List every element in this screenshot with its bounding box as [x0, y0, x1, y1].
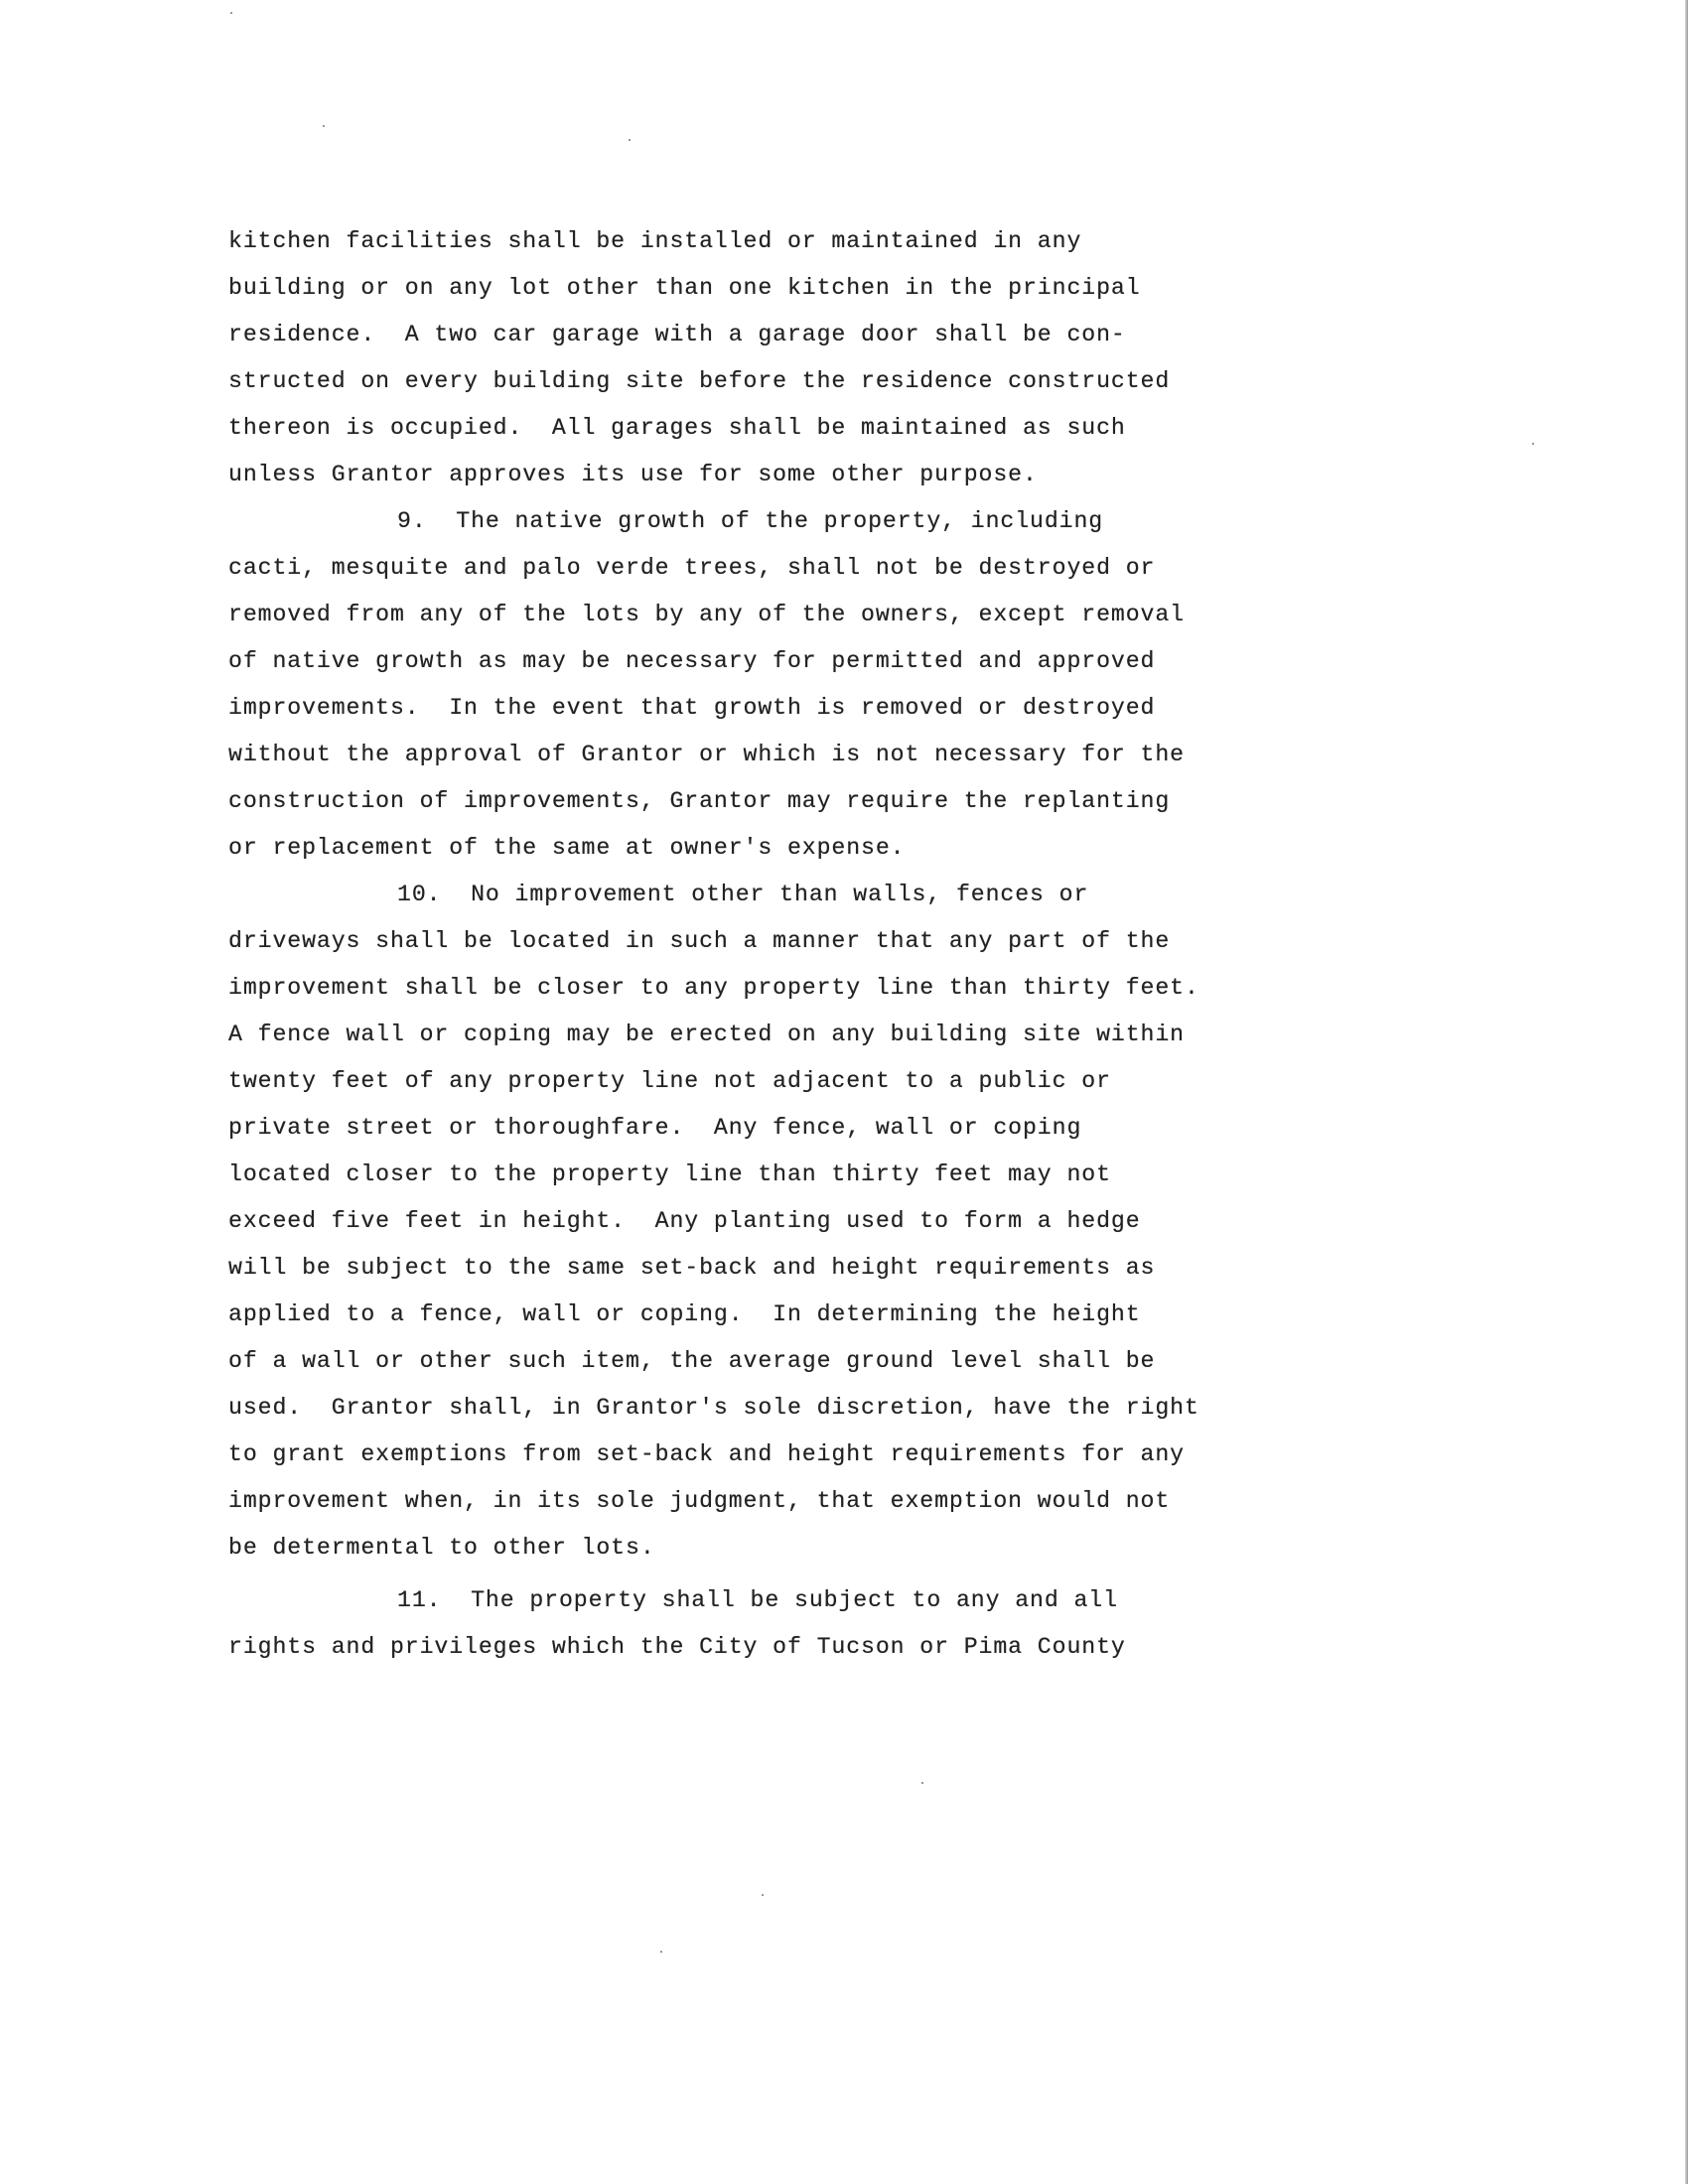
scan-speck [921, 1782, 923, 1784]
text-line: kitchen facilities shall be installed or maintained in any [228, 228, 1082, 254]
text-line: used. Grantor shall, in Grantor's sole discretion, have the right [228, 1395, 1199, 1421]
text-line: to grant exemptions from set-back and height requirements for any [228, 1441, 1185, 1467]
paragraph-9-start: 9. The native growth of the property, including [397, 508, 1104, 534]
text-line: be determental to other lots. [228, 1535, 655, 1561]
text-line: building or on any lot other than one kitchen in the principal [228, 275, 1141, 301]
text-line: located closer to the property line than thirty feet may not [228, 1161, 1111, 1187]
text-line: rights and privileges which the City of Tucson or Pima County [228, 1634, 1126, 1660]
text-line: or replacement of the same at owner's expense. [228, 835, 906, 861]
text-line: improvement shall be closer to any property line than thirty feet. [228, 975, 1199, 1001]
scan-speck [230, 12, 232, 14]
text-line: residence. A two car garage with a garage door shall be con- [228, 322, 1126, 347]
text-line: improvements. In the event that growth is removed or destroyed [228, 695, 1156, 721]
text-line: will be subject to the same set-back and height requirements as [228, 1255, 1156, 1281]
scan-speck [323, 125, 325, 127]
text-line: A fence wall or coping may be erected on any building site within [228, 1022, 1185, 1047]
text-line: construction of improvements, Grantor may require the replanting [228, 788, 1171, 814]
text-line: of native growth as may be necessary for permitted and approved [228, 648, 1156, 674]
text-line: exceed five feet in height. Any planting used to form a hedge [228, 1208, 1141, 1234]
paragraph-10-start: 10. No improvement other than walls, fences or [397, 882, 1089, 907]
paragraph-11-start: 11. The property shall be subject to any and all [397, 1587, 1118, 1613]
scan-speck [660, 1951, 662, 1953]
text-line: improvement when, in its sole judgment, that exemption would not [228, 1488, 1171, 1514]
text-line: of a wall or other such item, the average ground level shall be [228, 1348, 1156, 1374]
text-line: applied to a fence, wall or coping. In determining the height [228, 1301, 1141, 1327]
text-line: cacti, mesquite and palo verde trees, shall not be destroyed or [228, 555, 1156, 581]
text-line: without the approval of Grantor or which is not necessary for the [228, 742, 1185, 767]
text-line: private street or thoroughfare. Any fence, wall or coping [228, 1115, 1082, 1141]
text-line: thereon is occupied. All garages shall be maintained as such [228, 415, 1126, 441]
text-line: twenty feet of any property line not adjacent to a public or [228, 1068, 1111, 1094]
scan-speck [1532, 443, 1534, 445]
text-line: structed on every building site before the residence constructed [228, 368, 1171, 394]
scan-speck [762, 1894, 764, 1896]
text-line: unless Grantor approves its use for some other purpose. [228, 462, 1038, 487]
text-line: driveways shall be located in such a manner that any part of the [228, 928, 1171, 954]
text-line: removed from any of the lots by any of the owners, except removal [228, 602, 1185, 627]
scan-speck [629, 139, 631, 141]
